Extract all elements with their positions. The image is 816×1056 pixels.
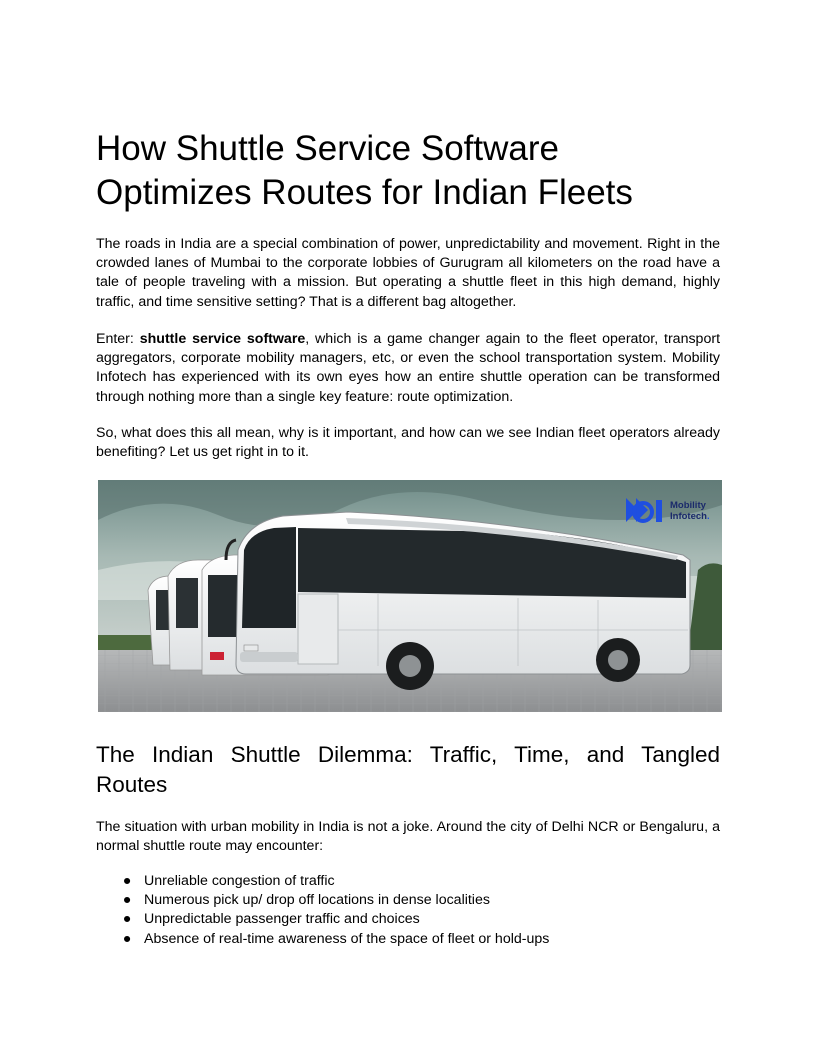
logo-dot: . [706, 511, 710, 522]
section-paragraph: The situation with urban mobility in India is not a joke. Around the city of Delhi NCR or Bengaluru, a normal shuttle route may encounter: [96, 819, 720, 855]
intro-paragraph: The roads in India are a special combination of power, unpredictability and movement. Right in the crowded lanes of Mumbai to the corporate lobbies of Gurugram all kilometers on the road have a tale of people traveling with a mission. But operating a shuttle fleet in this high demand, highly traffic, and time sensitive setting? That is a different bag altogether. [96, 236, 720, 310]
logo-wordmark [670, 500, 710, 522]
enter-prefix: Enter: [96, 331, 140, 347]
enter-paragraph [96, 330, 720, 407]
shuttle-software-keyword: shuttle service software [139, 331, 306, 347]
question-paragraph: So, what does this all mean, why is it important, and how can we see Indian fleet operators already benefiting? Let us get right in to it. [96, 425, 720, 461]
list-item-text: Unpredictable passenger traffic and choices [144, 911, 420, 928]
page-title: How Shuttle Service Software Optimizes Routes for Indian Fleets [96, 129, 633, 212]
bullet-icon: ● [122, 873, 132, 889]
list-item [96, 910, 696, 929]
list-item-text: Unreliable congestion of traffic [144, 873, 335, 889]
list-item-text: Absence of real-time awareness of the space of fleet or hold-ups [144, 930, 550, 947]
list-item [96, 891, 696, 910]
list-item [96, 930, 696, 949]
challenges-list [96, 872, 696, 949]
enter-suffix: , which is a game changer again to the fleet operator, transport aggregators, corporate mobility managers, etc, or even the school transportation system. Mobility Infotech has experienced with its own eyes how an entire shuttle operation can be transformed through nothing more than a single key feature: route optimization. [96, 331, 721, 405]
section-heading: The Indian Shuttle Dilemma: Traffic, Time, and Tangled Routes [96, 742, 720, 797]
list-item-text: Numerous pick up/ drop off locations in dense localities [144, 892, 490, 909]
hero-image-buses [98, 480, 722, 712]
bullet-icon: ● [122, 911, 132, 928]
logo-text-infotech: Infotech [670, 511, 707, 522]
bullet-icon: ● [122, 930, 132, 947]
logo-text-mobility: Mobility [670, 500, 706, 511]
list-item [96, 872, 696, 891]
bullet-icon: ● [122, 892, 132, 909]
